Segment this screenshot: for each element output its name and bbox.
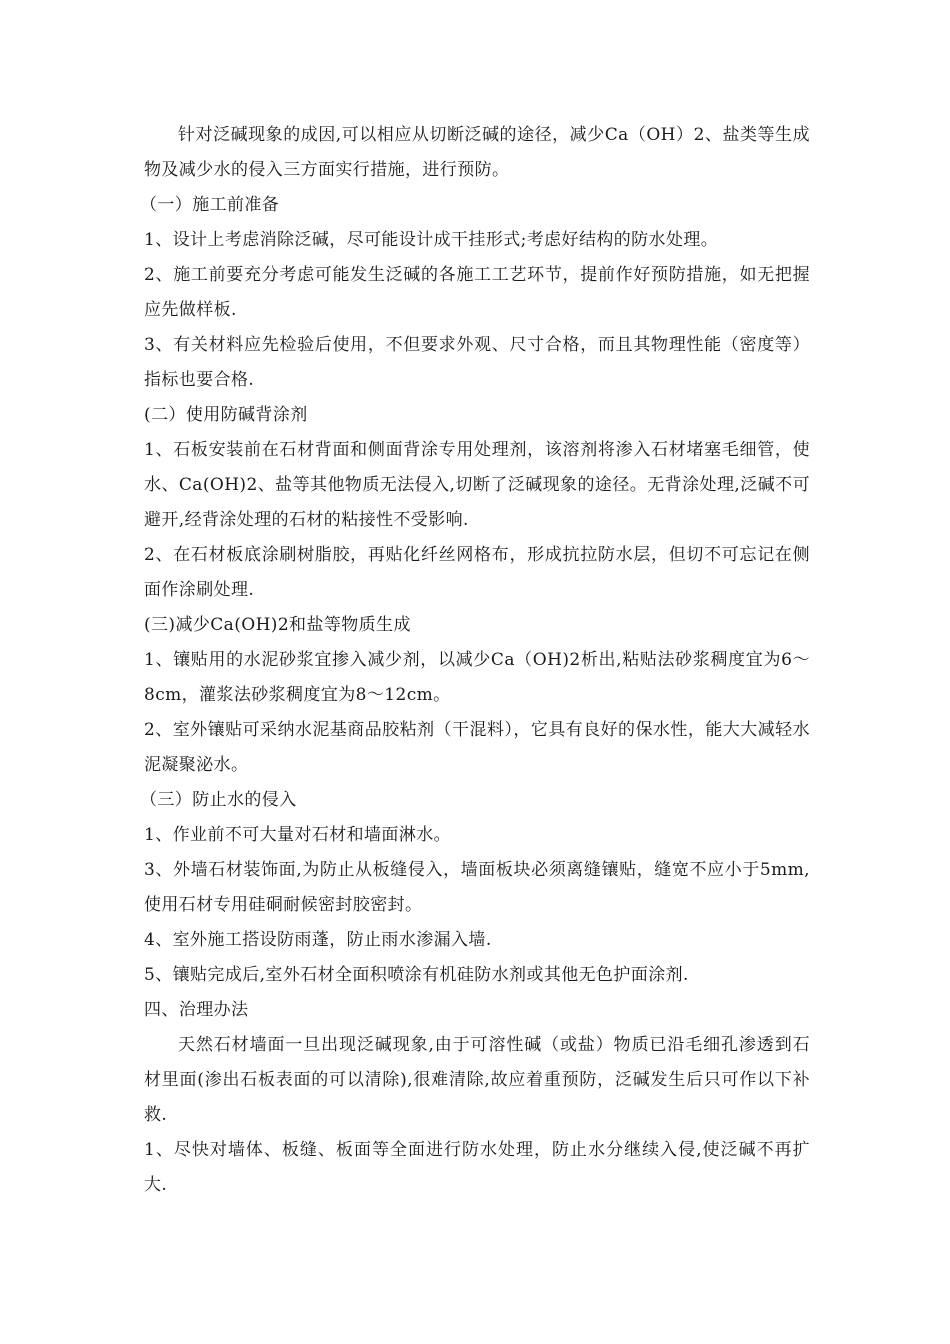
intro-paragraph: 针对泛碱现象的成因,可以相应从切断泛碱的途径，减少Ca（OH）2、盐类等生成物及减少水的侵入三方面实行措施，进行预防。: [144, 125, 810, 180]
list-item: 1、作业前不可大量对石材和墙面淋水。: [144, 825, 452, 845]
list-item: 4、室外施工搭设防雨蓬，防止雨水渗漏入墙.: [144, 930, 492, 950]
section-heading-prevent-water: （三）防止水的侵入: [140, 790, 297, 810]
list-item: 3、外墙石材装饰面,为防止从板缝侵入，墙面板块必须离缝镶贴，缝宽不应小于5mm,使用石材专用硅硐耐候密封胶密封。: [144, 860, 810, 915]
list-item: 1、尽快对墙体、板缝、板面等全面进行防水处理，防止水分继续入侵,使泛碱不再扩大.: [144, 1140, 810, 1195]
list-item: 1、设计上考虑消除泛碱，尽可能设计成干挂形式;考虑好结构的防水处理。: [144, 230, 719, 250]
section-heading-treatment: 四、治理办法: [144, 1000, 249, 1020]
document-body: [140, 118, 810, 1203]
section-heading-preparation: （一）施工前准备: [140, 195, 280, 215]
treatment-paragraph: 天然石材墙面一旦出现泛碱现象,由于可溶性碱（或盐）物质已沿毛细孔渗透到石材里面(渗出石板表面的可以清除),很难清除,故应着重预防，泛碱发生后只可作以下补救.: [144, 1035, 810, 1125]
section-heading-back-coating: (二）使用防碱背涂剂: [144, 405, 308, 425]
list-item: 2、在石材板底涂刷树脂胶，再贴化纤丝网格布，形成抗拉防水层，但切不可忘记在侧面作涂刷处理.: [144, 545, 810, 600]
list-item: 1、镶贴用的水泥砂浆宜掺入减少剂，以减少Ca（OH)2析出,粘贴法砂浆稠度宜为6～8cm，灌浆法砂浆稠度宜为8～12cm。: [144, 650, 810, 705]
list-item: 1、石板安装前在石材背面和侧面背涂专用处理剂，该溶剂将渗入石材堵塞毛细管，使水、Ca(OH)2、盐等其他物质无法侵入,切断了泛碱现象的途径。无背涂处理,泛碱不可避开,经背涂处理的石材的粘接性不受影响.: [144, 440, 810, 530]
list-item: 5、镶贴完成后,室外石材全面积喷涂有机硅防水剂或其他无色护面涂剂.: [144, 965, 689, 985]
list-item: 3、有关材料应先检验后使用，不但要求外观、尺寸合格，而且其物理性能（密度等）指标也要合格.: [144, 335, 810, 390]
list-item: 2、室外镶贴可采纳水泥基商品胶粘剂（干混料），它具有良好的保水性，能大大减轻水泥凝聚泌水。: [144, 720, 810, 775]
section-heading-reduce-generation: (三)减少Ca(OH)2和盐等物质生成: [144, 615, 411, 635]
list-item: 2、施工前要充分考虑可能发生泛碱的各施工工艺环节，提前作好预防措施，如无把握应先做样板.: [144, 265, 810, 320]
